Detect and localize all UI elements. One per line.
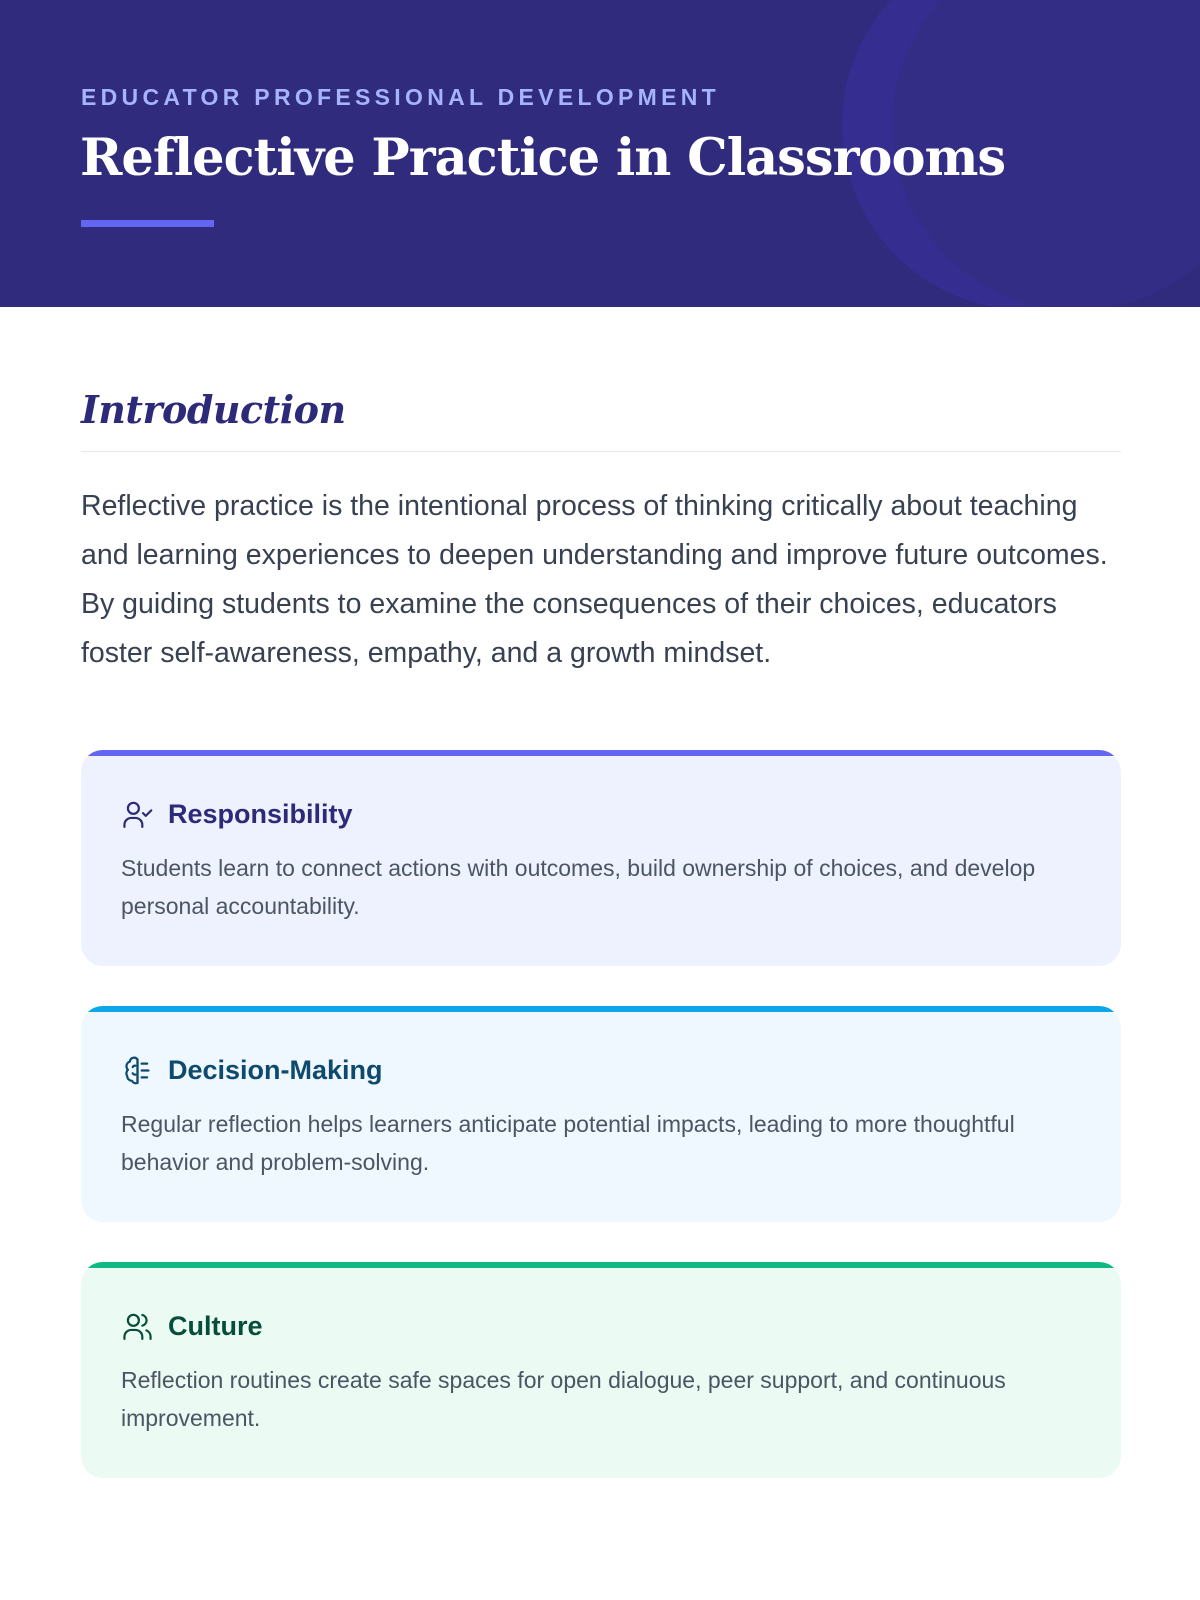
card-description: Reflection routines create safe spaces for open dialogue, peer support, and continuous improvement. — [121, 1367, 1006, 1431]
page-title: Reflective Practice in Classrooms — [80, 128, 1006, 188]
title-underline — [81, 220, 214, 227]
intro-paragraph: Reflective practice is the intentional process of thinking critically about teaching and learning experiences to deepen understanding and improve future outcomes. By guiding students to examine the consequences of their choices, educators foster self-awareness, empathy, and a growth mindset. — [81, 490, 1108, 669]
card-accent-bar — [81, 750, 1121, 756]
card-header — [121, 1054, 1081, 1087]
users-icon — [121, 1310, 154, 1343]
card-title: Responsibility — [168, 799, 353, 829]
card-header — [121, 1310, 1081, 1343]
section-heading-introduction: Introduction — [81, 387, 346, 432]
divider — [81, 451, 1121, 452]
card-decision-making — [81, 1006, 1121, 1222]
card-title: Decision-Making — [168, 1055, 383, 1085]
card-header — [121, 798, 1081, 831]
eyebrow-label: EDUCATOR PROFESSIONAL DEVELOPMENT — [81, 84, 721, 110]
card-responsibility — [81, 750, 1121, 966]
card-accent-bar — [81, 1262, 1121, 1268]
card-culture — [81, 1262, 1121, 1478]
main-content — [81, 307, 1121, 1518]
card-title: Culture — [168, 1311, 263, 1341]
benefit-cards — [81, 750, 1121, 1478]
page-header — [0, 0, 1200, 307]
card-description: Regular reflection helps learners anticipate potential impacts, leading to more thoughtful behavior and problem-solving. — [121, 1111, 1015, 1175]
user-check-icon — [121, 798, 154, 831]
card-accent-bar — [81, 1006, 1121, 1012]
brain-icon — [121, 1054, 154, 1087]
card-description: Students learn to connect actions with outcomes, build ownership of choices, and develop personal accountability. — [121, 855, 1036, 919]
